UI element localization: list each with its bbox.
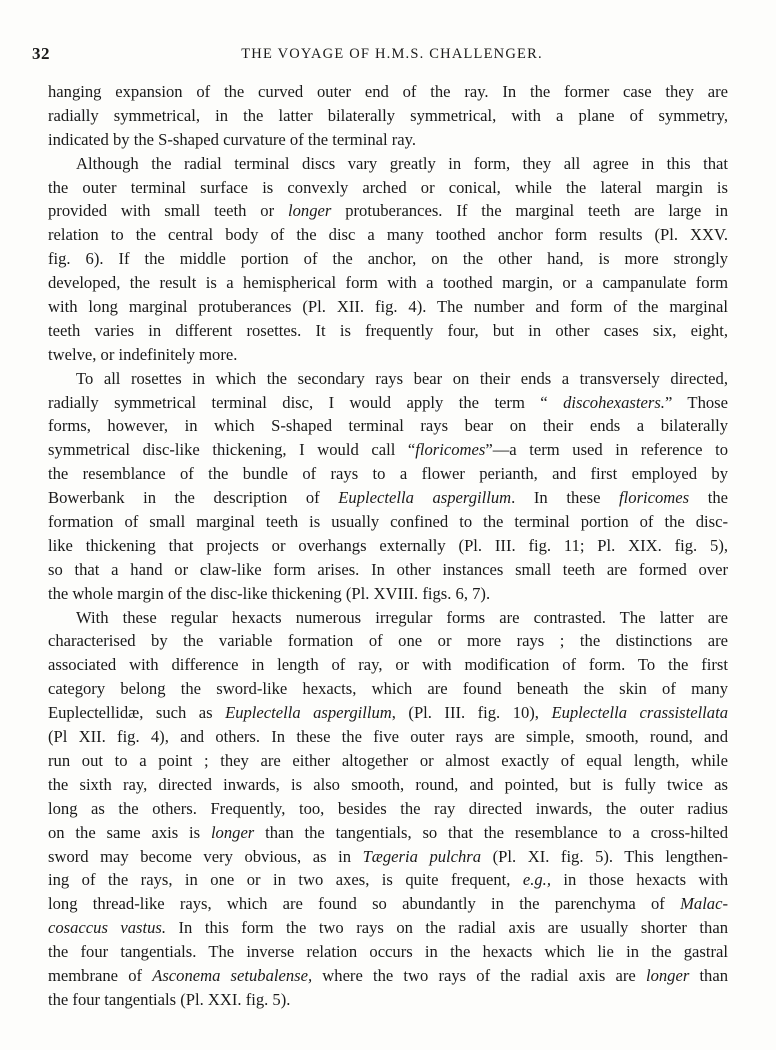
text-line: sword may become very obvious, as in Tægeria pulchra (Pl. XI. fig. 5). This lengthen- bbox=[48, 846, 729, 866]
paragraph-2 bbox=[48, 152, 728, 367]
text-line: indicated by the S-shaped curvature of the terminal ray. bbox=[48, 129, 416, 149]
text-line: radially symmetrical, in the latter bilaterally symmetrical, with a plane of symmetry, bbox=[48, 105, 728, 125]
text-line: Euplectellidæ, such as Euplectella aspergillum, (Pl. III. fig. 10), Euplectella crassistellata bbox=[48, 703, 729, 723]
text-line: relation to the central body of the disc a many toothed anchor form results (Pl. XXV. bbox=[48, 225, 728, 245]
page-header bbox=[32, 44, 752, 68]
text-line: ing of the rays, in one or in two axes, is quite frequent, e.g., in those hexacts with bbox=[48, 870, 728, 890]
text-line: the whole margin of the disc-like thickening (Pl. XVIII. figs. 6, 7). bbox=[48, 583, 491, 603]
text-line: radially symmetrical terminal disc, I would apply the term “ discohexasters.” Those bbox=[48, 392, 728, 412]
paragraph-3 bbox=[48, 367, 728, 606]
text-line: run out to a point ; they are either altogether or almost exactly of equal length, while bbox=[48, 750, 728, 770]
paragraph-1 bbox=[48, 80, 728, 152]
text-line: category belong the sword-like hexacts, which are found beneath the skin of many bbox=[48, 679, 728, 699]
text-line: With these regular hexacts numerous irregular forms are contrasted. The latter are bbox=[76, 607, 728, 627]
text-line: (Pl XII. fig. 4), and others. In these the five outer rays are simple, smooth, round, and bbox=[48, 727, 728, 747]
text-line: the four tangentials. The inverse relation occurs in the hexacts which lie in the gastral bbox=[48, 942, 728, 962]
text-line: like thickening that projects or overhangs externally (Pl. III. fig. 11; Pl. XIX. fig. 5), bbox=[48, 535, 728, 555]
running-head: THE VOYAGE OF H.M.S. CHALLENGER. bbox=[241, 46, 543, 62]
text-line: long as the others. Frequently, too, besides the ray directed inwards, the outer radius bbox=[48, 798, 728, 818]
text-line: teeth varies in different rosettes. It is frequently four, but in other cases six, eight, bbox=[48, 320, 728, 340]
paragraph-4 bbox=[48, 606, 728, 1012]
text-line: on the same axis is longer than the tangentials, so that the resemblance to a cross-hilted bbox=[48, 822, 728, 842]
text-line: formation of small marginal teeth is usually confined to the terminal portion of the disc- bbox=[48, 512, 728, 532]
text-line: twelve, or indefinitely more. bbox=[48, 344, 238, 364]
text-line: hanging expansion of the curved outer end of the ray. In the former case they are bbox=[48, 82, 728, 101]
text-line: with long marginal protuberances (Pl. XII. fig. 4). The number and form of the marginal bbox=[48, 297, 728, 317]
text-line: the four tangentials (Pl. XXI. fig. 5). bbox=[48, 989, 291, 1009]
text-line: To all rosettes in which the secondary rays bear on their ends a transversely directed, bbox=[76, 368, 728, 388]
text-line: symmetrical disc-like thickening, I would call “floricomes”—a term used in reference to bbox=[48, 440, 729, 460]
text-line: membrane of Asconema setubalense, where the two rays of the radial axis are longer than bbox=[48, 965, 729, 985]
text-line: cosaccus vastus. In this form the two rays on the radial axis are usually shorter than bbox=[48, 918, 728, 938]
text-line: provided with small teeth or longer protuberances. If the marginal teeth are large in bbox=[48, 201, 728, 221]
text-line: developed, the result is a hemispherical form with a toothed margin, or a campanulate form bbox=[48, 273, 728, 293]
text-line: the resemblance of the bundle of rays to a flower perianth, and first employed by bbox=[48, 464, 728, 484]
page-number: 32 bbox=[32, 44, 50, 63]
text-line: associated with difference in length of ray, or with modification of form. To the first bbox=[48, 655, 728, 675]
text-line: fig. 6). If the middle portion of the anchor, on the other hand, is more strongly bbox=[48, 249, 728, 269]
text-line: Although the radial terminal discs vary greatly in form, they all agree in this that bbox=[76, 153, 728, 173]
text-line: so that a hand or claw-like form arises. In other instances small teeth are formed over bbox=[48, 559, 728, 579]
text-line: forms, however, in which S-shaped terminal rays bear on their ends a bilaterally bbox=[48, 416, 728, 436]
body-text bbox=[48, 80, 728, 1012]
text-line: Bowerbank in the description of Euplectella aspergillum. In these floricomes the bbox=[48, 488, 728, 508]
text-line: the sixth ray, directed inwards, is also smooth, round, and pointed, but is fully twice as bbox=[48, 774, 728, 794]
text-line: characterised by the variable formation of one or more rays ; the distinctions are bbox=[48, 631, 728, 651]
text-line: long thread-like rays, which are found so abundantly in the parenchyma of Malac- bbox=[48, 894, 728, 914]
text-line: the outer terminal surface is convexly arched or conical, while the lateral margin is bbox=[48, 177, 728, 197]
